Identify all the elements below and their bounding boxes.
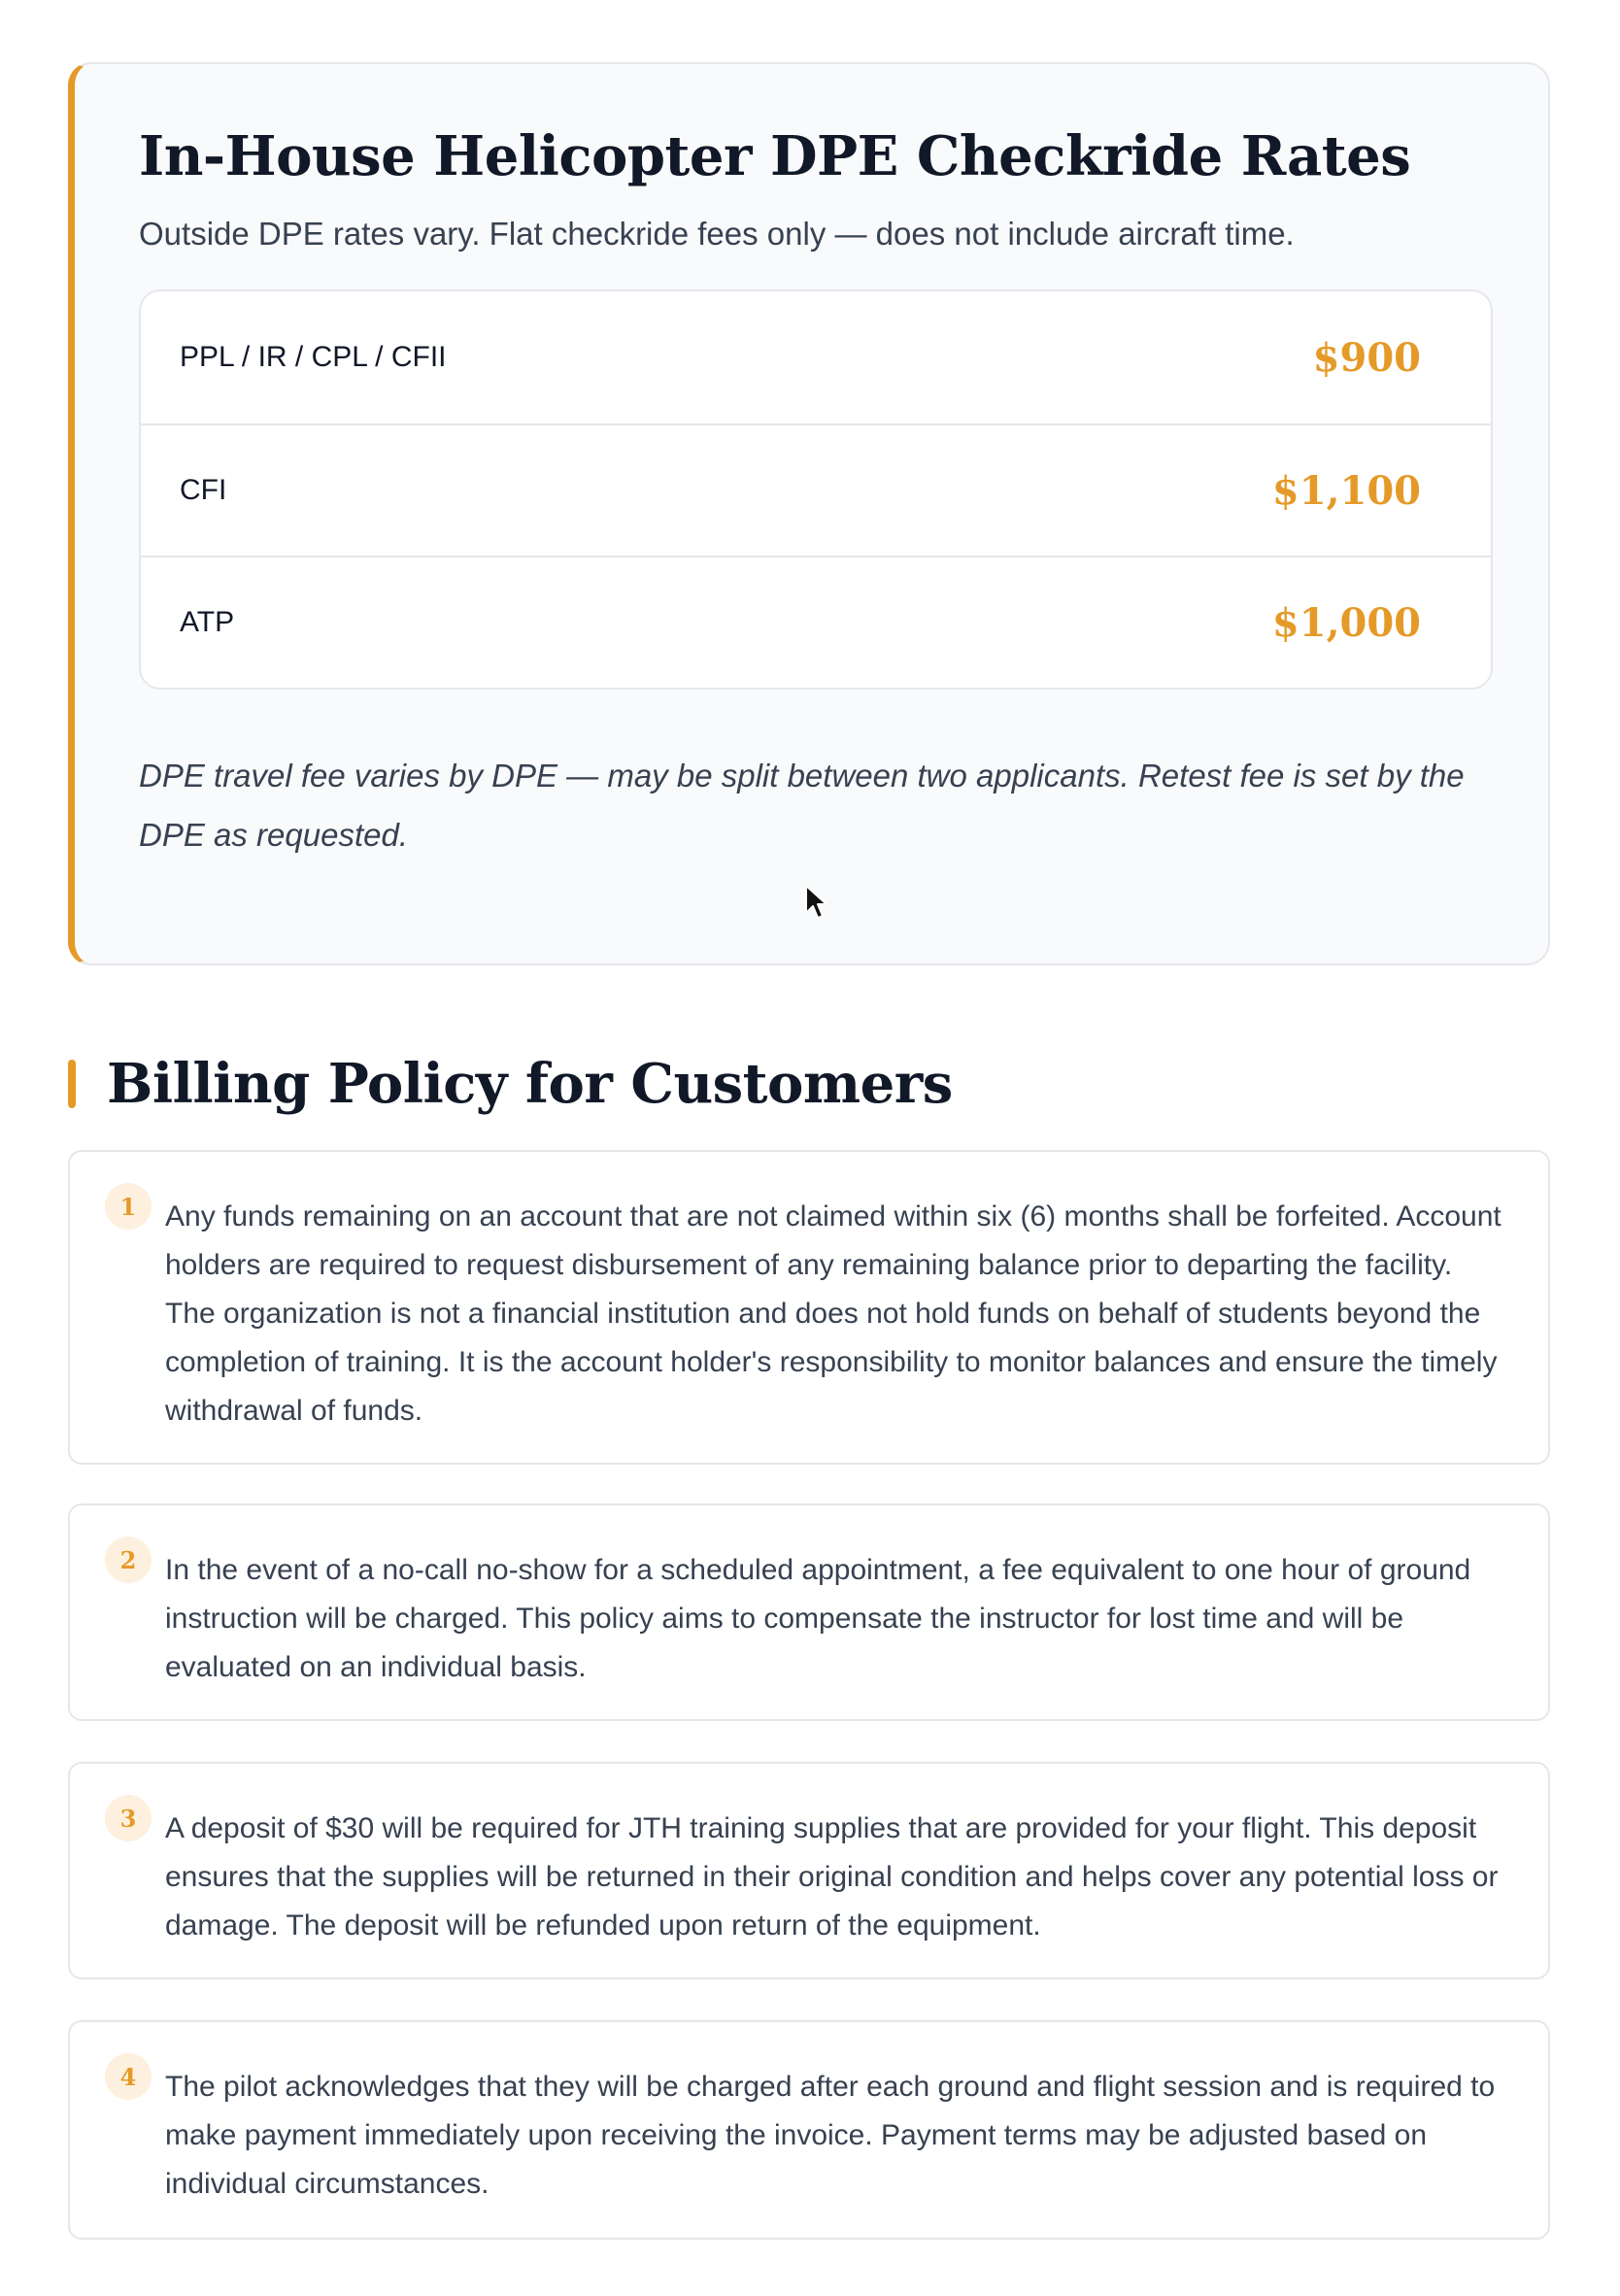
policy-card-2 [68,1503,1550,1721]
rate-name: CFI [180,474,227,506]
policy-number-badge: 4 [105,2053,152,2100]
rates-title: In-House Helicopter DPE Checkride Rates [139,124,1411,188]
rate-price: $1,100 [1271,467,1421,514]
policy-text: In the event of a no-call no-show for a scheduled appointment, a fee equivalent to one hour of ground instruction will be charged. This policy aims to compensate the instructor for lost time and will be evaluated on an individual basis. [165,1554,1471,1683]
rates-footnote: DPE travel fee varies by DPE — may be split between two applicants. Retest fee is set by the DPE as requested. [139,758,1465,853]
rate-row-atp [141,556,1491,688]
rate-name: ATP [180,606,235,638]
policy-number-badge: 2 [105,1536,152,1583]
policy-number-badge: 3 [105,1795,152,1841]
billing-title: Billing Policy for Customers [107,1052,953,1116]
checkride-rates-card [68,62,1550,965]
policy-card-1 [68,1150,1550,1465]
policy-card-3 [68,1762,1550,1979]
rate-price: $900 [1312,334,1421,381]
billing-section-heading [68,1045,953,1123]
rate-price: $1,000 [1271,599,1421,646]
policy-text: A deposit of $30 will be required for JTH training supplies that are provided for your flight. This deposit ensures that the supplies will be returned in their original condition and helps cover any potential loss or damage. The deposit will be refunded upon return of the equipment. [165,1812,1499,1941]
rate-name: PPL / IR / CPL / CFII [180,341,447,373]
policy-card-4 [68,2020,1550,2240]
rate-row-ppl-ir-cpl-cfii [141,291,1491,423]
policy-number-badge: 1 [105,1183,152,1230]
mouse-pointer-arrow-icon [804,884,827,921]
policy-text: The pilot acknowledges that they will be charged after each ground and flight session and is required to make payment immediately upon receiving the invoice. Payment terms may be adjusted based on individual circumstances. [165,2071,1496,2200]
rate-row-cfi [141,423,1491,556]
rates-table [139,289,1493,690]
heading-accent-bar [68,1060,76,1108]
policy-text: Any funds remaining on an account that are not claimed within six (6) months shall be forfeited. Account holders are required to request disbursement of any remaining balance prior to departing the facility. The organization is not a financial institution and does not hold funds on behalf of students beyond the completion of training. It is the account holder's responsibility to monitor balances and ensure the timely withdrawal of funds. [165,1200,1502,1427]
rates-subtitle: Outside DPE rates vary. Flat checkride fees only — does not include aircraft time. [139,216,1295,252]
